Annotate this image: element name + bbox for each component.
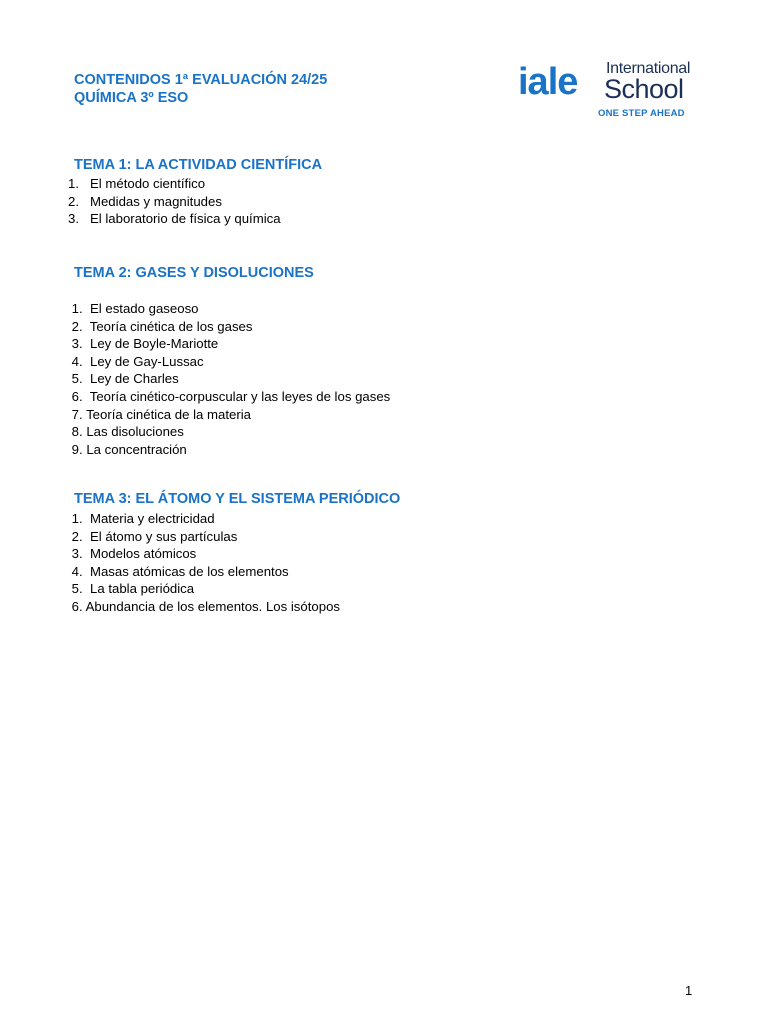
list-item: 3. Modelos atómicos: [68, 546, 197, 562]
document-title: [74, 71, 327, 107]
section-list-tema-1: [68, 175, 281, 228]
list-item: 1. Materia y electricidad: [68, 511, 215, 526]
list-item: 9. La concentración: [68, 441, 187, 457]
list-item: 2. Medidas y magnitudes: [68, 193, 222, 209]
list-item: 4. Masas atómicas de los elementos: [68, 563, 289, 579]
page-number: 1: [685, 983, 693, 998]
list-item: 4. Ley de Gay-Lussac: [68, 353, 204, 369]
list-item: 5. Ley de Charles: [68, 371, 179, 387]
section-heading-tema-3: TEMA 3: EL ÁTOMO Y EL SISTEMA PERIÓDICO: [74, 491, 401, 507]
section-heading-tema-2: TEMA 2: GASES Y DISOLUCIONES: [74, 265, 314, 281]
list-item: 7. Teoría cinética de la materia: [68, 406, 252, 422]
list-item: 8. Las disoluciones: [68, 424, 184, 440]
title-line-1: CONTENIDOS 1ª EVALUACIÓN 24/25: [74, 72, 328, 88]
list-item: 2. Teoría cinética de los gases: [68, 318, 253, 334]
title-line-2: QUÍMICA 3º ESO: [74, 90, 189, 106]
list-item: 5. La tabla periódica: [68, 581, 195, 597]
list-item: 6. Abundancia de los elementos. Los isótopos: [68, 598, 340, 614]
list-item: 2. El átomo y sus partículas: [68, 528, 238, 544]
logo-tagline: ONE STEP AHEAD: [598, 108, 685, 119]
logo-mark: iale: [518, 61, 578, 103]
list-item: 1. El método científico: [68, 176, 206, 191]
list-item: 6. Teoría cinético-corpuscular y las leyes de los gases: [68, 388, 391, 404]
logo-word-international: International: [606, 60, 691, 77]
section-list-tema-3: [68, 510, 340, 616]
school-logo: [518, 58, 698, 124]
section-heading-tema-1: TEMA 1: LA ACTIVIDAD CIENTÍFICA: [74, 157, 323, 173]
list-item: 3. Ley de Boyle-Mariotte: [68, 336, 219, 352]
section-list-tema-2: [68, 300, 390, 458]
list-item: 1. El estado gaseoso: [68, 301, 199, 316]
list-item: 3. El laboratorio de física y química: [68, 211, 281, 227]
logo-word-school: School: [604, 74, 684, 104]
